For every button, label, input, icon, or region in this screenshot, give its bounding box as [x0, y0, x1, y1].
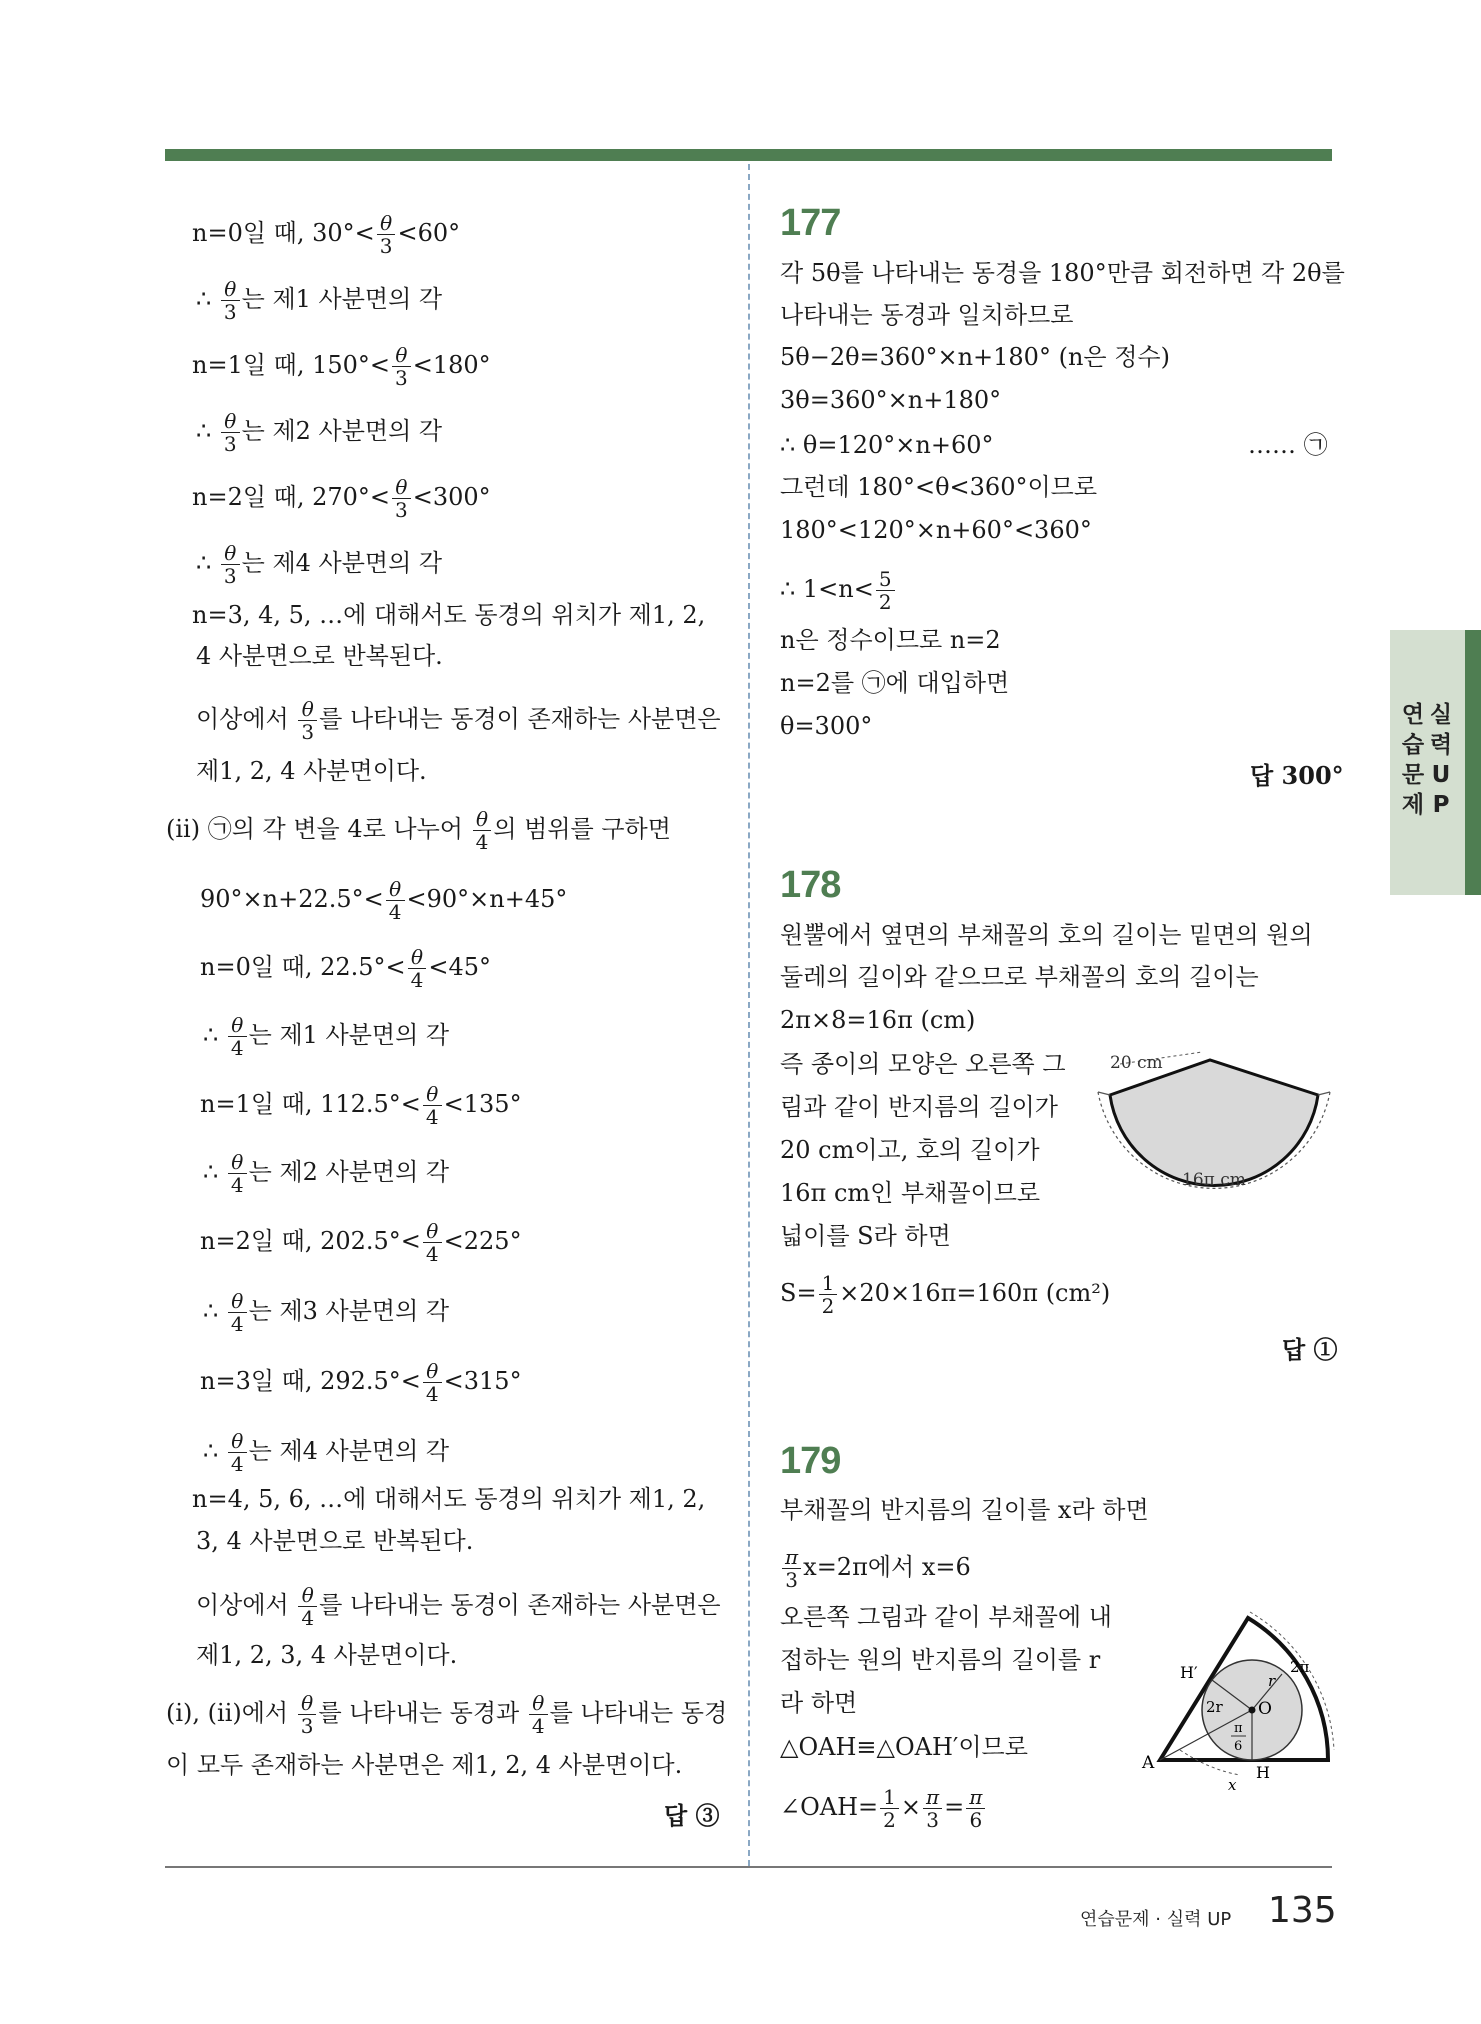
label-six: 6 [1234, 1739, 1243, 1754]
line: ∴ $\frac{\theta}{4}$ 는 제4 사분면의 각 [203, 1429, 450, 1476]
line: n=3일 때, 292.5°< $\frac{\theta}{4}$ <315° [200, 1359, 522, 1406]
line: S= $\frac{1}{2}$ ×20×16π=160π (cm²) [780, 1271, 1111, 1318]
line: ∴ $\frac{\theta}{4}$ 는 제2 사분면의 각 [203, 1150, 450, 1197]
line: 나타내는 동경과 일치하므로 [780, 301, 1074, 329]
line: n=1일 때, 150°< $\frac{\theta}{3}$ <180° [192, 343, 491, 390]
line: n=0일 때, 30°< $\frac{\theta}{3}$ <60° [192, 211, 461, 258]
point-Hprime: H′ [1180, 1663, 1198, 1682]
tab-stripe [1465, 630, 1481, 895]
line: θ=300° [780, 712, 873, 740]
line: 90°×n+22.5°< $\frac{\theta}{4}$ <90°×n+45° [200, 877, 568, 924]
label-pi: π [1234, 1721, 1243, 1736]
problem-number: 177 [780, 202, 841, 244]
line: 각 5θ를 나타내는 동경을 180°만큼 회전하면 각 2θ를 [780, 259, 1345, 287]
line: ∴ 1<n< $\frac{5}{2}$ [780, 568, 897, 613]
tab-char: 제 [1401, 792, 1425, 818]
line: 넓이를 S라 하면 [780, 1222, 951, 1250]
line: 제1, 2, 4 사분면이다. [196, 757, 427, 785]
line: 2π×8=16π (cm) [780, 1006, 976, 1034]
tab-char: 연 [1401, 702, 1425, 728]
line: (i), (ii)에서 $\frac{\theta}{3}$ 를 나타내는 동경과 $\frac{\theta}{4}$ 를 나타내는 동경 [166, 1691, 728, 1738]
line: $\frac{\pi}{3}$ x=2π에서 x=6 [780, 1546, 971, 1591]
answer: 답 ③ [664, 1801, 720, 1830]
tab-char: 습 [1401, 732, 1425, 758]
line: 이상에서 $\frac{\theta}{3}$ 를 나타내는 동경이 존재하는 사분면은 [196, 697, 721, 744]
line: 부채꼴의 반지름의 길이를 x라 하면 [780, 1496, 1149, 1524]
label-r: r [1268, 1672, 1276, 1690]
arc-tick [1318, 1092, 1330, 1095]
line: 그런데 180°<θ<360°이므로 [780, 473, 1098, 501]
line: n은 정수이므로 n=2 [780, 626, 1001, 654]
line: n=2일 때, 202.5°< $\frac{\theta}{4}$ <225° [200, 1219, 522, 1266]
line: 이 모두 존재하는 사분면은 제1, 2, 4 사분면이다. [166, 1751, 683, 1779]
page-number: 135 [1268, 1890, 1337, 1931]
tab-char: P [1432, 792, 1450, 818]
center-point [1249, 1707, 1256, 1714]
line: ∴ $\frac{\theta}{4}$ 는 제1 사분면의 각 [203, 1013, 450, 1060]
line: 5θ−2θ=360°×n+180° (n은 정수) [780, 343, 1170, 371]
line: n=0일 때, 22.5°< $\frac{\theta}{4}$ <45° [200, 945, 492, 992]
arc-tick [1098, 1092, 1110, 1095]
line: ∴ $\frac{\theta}{4}$ 는 제3 사분면의 각 [203, 1289, 450, 1336]
line: ∴ $\frac{\theta}{3}$ 는 제4 사분면의 각 [196, 541, 443, 588]
line: 제1, 2, 3, 4 사분면이다. [196, 1641, 458, 1669]
line: 16π cm인 부채꼴이므로 [780, 1179, 1041, 1207]
line: ∴ $\frac{\theta}{3}$ 는 제1 사분면의 각 [196, 277, 443, 324]
sector-figure [1090, 1040, 1340, 1210]
line: 원뿔에서 옆면의 부채꼴의 호의 길이는 밑면의 원의 [780, 921, 1313, 949]
column-divider [748, 164, 750, 1866]
line: ∠OAH= $\frac{1}{2}$ × $\frac{\pi}{3}$ = $\frac{\pi}{6}$ [780, 1786, 987, 1831]
label-x: x [1228, 1776, 1237, 1790]
line: ∴ $\frac{\theta}{3}$ 는 제2 사분면의 각 [196, 409, 443, 456]
sector-shape [1110, 1060, 1318, 1186]
tab-char: 실 [1429, 702, 1453, 728]
arc-label: 16π cm [1182, 1170, 1246, 1190]
line: 이상에서 $\frac{\theta}{4}$ 를 나타내는 동경이 존재하는 사분면은 [196, 1583, 721, 1630]
tab-label-col2 [1426, 700, 1456, 820]
footer-rule [165, 1866, 1332, 1868]
label-2pi: 2π [1290, 1658, 1310, 1676]
line: △OAH≡△OAH′이므로 [780, 1733, 1028, 1761]
line: n=2를 ㉠에 대입하면 [780, 669, 1010, 697]
answer: 답 300° [1250, 761, 1344, 790]
line: 둘레의 길이와 같으므로 부채꼴의 호의 길이는 [780, 963, 1259, 991]
point-H: H [1256, 1763, 1270, 1782]
line: ∴ θ=120°×n+60° [780, 431, 994, 459]
line: 즉 종이의 모양은 오른쪽 그 [780, 1050, 1066, 1078]
footer-section-label: 연습문제 · 실력 UP [1080, 1909, 1232, 1930]
point-O: O [1258, 1699, 1272, 1719]
answer: 답 ① [1282, 1335, 1338, 1364]
tab-char: 문 [1401, 762, 1425, 788]
line: 4 사분면으로 반복된다. [196, 642, 443, 670]
tab-char: U [1431, 762, 1451, 788]
line: 3, 4 사분면으로 반복된다. [196, 1527, 474, 1555]
header-bar [165, 149, 1332, 161]
line: n=2일 때, 270°< $\frac{\theta}{3}$ <300° [192, 475, 491, 522]
line: 라 하면 [780, 1689, 858, 1717]
line: 20 cm이고, 호의 길이가 [780, 1136, 1040, 1164]
line: 접하는 원의 반지름의 길이를 r [780, 1646, 1101, 1674]
line: (ii) ㉠의 각 변을 4로 나누어 $\frac{\theta}{4}$ 의 범위를 구하면 [166, 807, 671, 854]
line: n=4, 5, 6, …에 대해서도 동경의 위치가 제1, 2, [192, 1485, 706, 1513]
problem-number: 178 [780, 864, 841, 906]
tab-char: 력 [1429, 732, 1453, 758]
point-A: A [1142, 1753, 1155, 1773]
label-2r: 2r [1206, 1698, 1223, 1716]
radius-label: 20 cm [1110, 1053, 1163, 1073]
section-tab [1390, 630, 1481, 895]
tab-label-col1 [1398, 700, 1428, 820]
line: 3θ=360°×n+180° [780, 386, 1002, 414]
line: n=3, 4, 5, …에 대해서도 동경의 위치가 제1, 2, [192, 601, 706, 629]
line: 오른쪽 그림과 같이 부채꼴에 내 [780, 1603, 1112, 1631]
line: 림과 같이 반지름의 길이가 [780, 1093, 1058, 1121]
line: n=1일 때, 112.5°< $\frac{\theta}{4}$ <135° [200, 1082, 522, 1129]
line: …… ㉠ [1248, 431, 1328, 459]
inscribed-circle-figure [1130, 1600, 1340, 1790]
line: 180°<120°×n+60°<360° [780, 516, 1092, 544]
problem-number: 179 [780, 1440, 841, 1482]
